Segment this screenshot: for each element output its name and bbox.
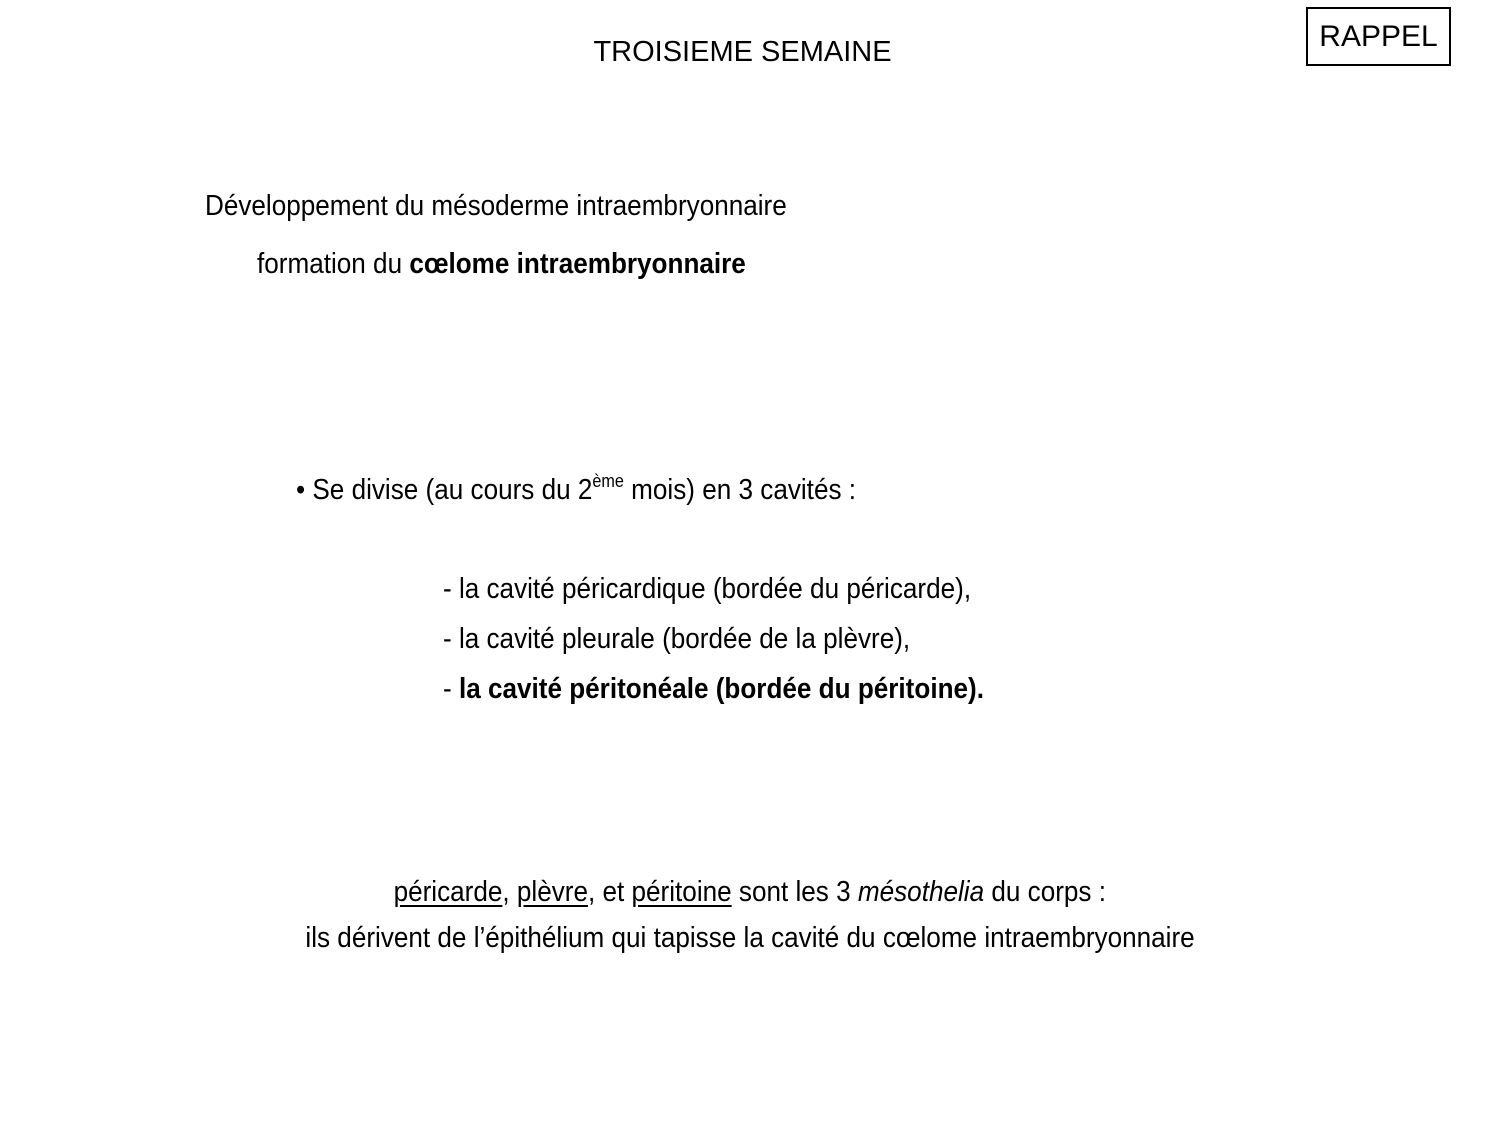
page-title: TROISIEME SEMAINE — [593, 36, 892, 68]
separator: , — [502, 876, 518, 908]
term-mesothelia: mésothelia — [858, 876, 985, 908]
heading-line-1: Développement du mésoderme intraembryonnaire — [205, 190, 787, 222]
term-pericarde: péricarde — [393, 876, 503, 908]
cavity-item — [443, 573, 971, 606]
cavity-text: la cavité pleurale (bordée de la plèvre), — [458, 623, 911, 655]
footer-line-2 — [0, 922, 1500, 955]
cavity-item — [443, 623, 910, 656]
heading-line-2-prefix: formation du — [257, 248, 410, 280]
bullet-marker: • — [296, 474, 306, 506]
heading-line-2-bold: cœlome intraembryonnaire — [409, 248, 746, 280]
bullet-superscript: ème — [592, 471, 624, 491]
cavity-dash: - — [443, 623, 459, 655]
footer-line-1 — [0, 876, 1500, 909]
bullet-text-after: mois) en 3 cavités : — [623, 474, 857, 506]
cavity-dash: - — [443, 673, 459, 705]
term-peritoine: péritoine — [631, 876, 732, 908]
cavity-text: la cavité péricardique (bordée du péricarde), — [458, 573, 972, 605]
cavity-item — [443, 673, 984, 706]
footer-mid-text: sont les 3 — [731, 876, 859, 908]
footer-line-2-text: ils dérivent de l’épithélium qui tapisse la cavité du cœlome intraembryonnaire — [305, 922, 1195, 954]
rappel-badge: RAPPEL — [1306, 7, 1451, 66]
cavity-dash: - — [443, 573, 459, 605]
footer-end-text: du corps : — [984, 876, 1107, 908]
bullet-text-before: Se divise (au cours du 2 — [312, 474, 593, 506]
cavity-text-bold: la cavité péritonéale (bordée du péritoine). — [458, 673, 984, 705]
heading-line-2 — [257, 248, 746, 281]
term-plevre: plèvre — [517, 876, 589, 908]
bullet-item — [296, 471, 857, 507]
separator: , et — [588, 876, 632, 908]
